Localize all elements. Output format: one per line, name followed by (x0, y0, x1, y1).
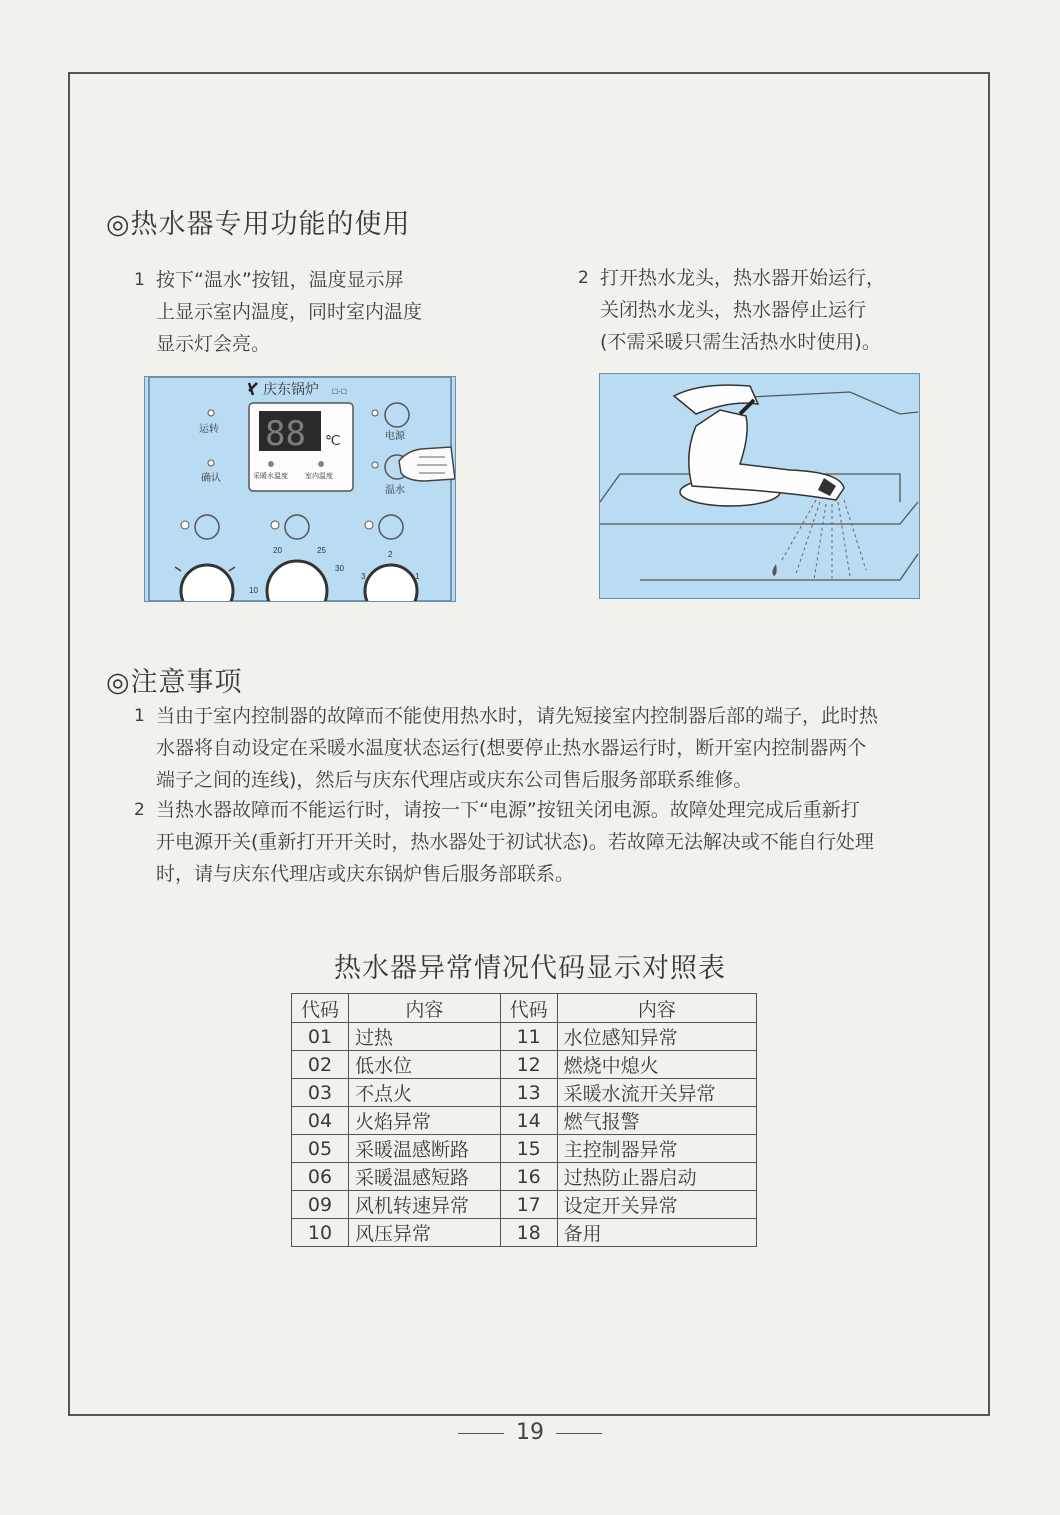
page-number (0, 1420, 1060, 1445)
error-description: 水位感知异常 (557, 1023, 756, 1051)
celsius-unit: ℃ (325, 432, 341, 448)
page-number-rule-right (556, 1433, 602, 1434)
error-code: 05 (292, 1135, 349, 1163)
table-row (292, 1191, 757, 1219)
error-description: 设定开关异常 (557, 1191, 756, 1219)
table-row (292, 1051, 757, 1079)
error-description: 燃气报警 (557, 1107, 756, 1135)
lcd-digits: 88 (265, 414, 306, 454)
instruction-2-line: 打开热水龙头，热水器开始运行， (600, 267, 886, 289)
mid-dial-button[interactable] (285, 515, 309, 539)
error-description: 采暖温感断路 (349, 1135, 501, 1163)
dial-tick: 25 (317, 546, 326, 555)
error-description: 过热防止器启动 (557, 1163, 756, 1191)
instruction-1-line: 上显示室内温度，同时室内温度 (156, 301, 423, 323)
note-1-number: 1 (134, 706, 145, 726)
error-description: 火焰异常 (349, 1107, 501, 1135)
error-code: 14 (500, 1107, 557, 1135)
section-title-notes: ◎注意事项 (106, 667, 243, 698)
faucet-drawing (600, 374, 919, 598)
right-dial-button[interactable] (379, 515, 403, 539)
error-code: 03 (292, 1079, 349, 1107)
error-code: 18 (500, 1219, 557, 1247)
brand-name: 庆东锅炉 (263, 381, 319, 397)
note-1-line: 端子之间的连线)，然后与庆东代理店或庆东公司售后服务部联系维修。 (156, 769, 753, 791)
error-description: 采暖水流开关异常 (557, 1079, 756, 1107)
mode-dial[interactable] (181, 565, 233, 601)
header-content: 内容 (557, 994, 756, 1023)
note-1 (134, 700, 954, 796)
knob-led-left-icon (181, 521, 189, 529)
power-button[interactable] (385, 403, 409, 427)
error-description: 低水位 (349, 1051, 501, 1079)
instruction-2-line: (不需采暖只需生活热水时使用)。 (600, 331, 881, 353)
power-led-icon (372, 410, 378, 416)
error-description: 风机转速异常 (349, 1191, 501, 1219)
page-number-rule-left (458, 1433, 504, 1434)
instruction-2 (578, 262, 918, 358)
error-code: 09 (292, 1191, 349, 1219)
error-description: 采暖温感短路 (349, 1163, 501, 1191)
error-description: 燃烧中熄火 (557, 1051, 756, 1079)
dial-tick: 10 (249, 586, 258, 595)
model-mark: ☐-☐ (332, 389, 347, 396)
heating-temp-label: 采暖水温度 (253, 473, 288, 480)
table-row (292, 1219, 757, 1247)
brand-logo-icon (249, 383, 257, 395)
instruction-1-number: 1 (134, 270, 145, 290)
indoor-temp-label: 室内温度 (305, 473, 333, 480)
error-description: 不点火 (349, 1079, 501, 1107)
error-description: 主控制器异常 (557, 1135, 756, 1163)
instruction-2-line: 关闭热水龙头，热水器停止运行 (600, 299, 867, 321)
confirm-label: 确认 (201, 473, 221, 484)
note-2 (134, 794, 954, 890)
error-code: 12 (500, 1051, 557, 1079)
knob-led-right-icon (365, 521, 373, 529)
control-panel-illustration (144, 376, 456, 602)
error-code: 17 (500, 1191, 557, 1219)
dial-tick: 30 (335, 564, 344, 573)
section-title-functions: ◎热水器专用功能的使用 (106, 209, 411, 240)
header-content: 内容 (349, 994, 501, 1023)
dial-tick: 20 (273, 546, 282, 555)
table-header-row (292, 994, 757, 1023)
note-2-line: 时，请与庆东代理店或庆东锅炉售后服务部联系。 (156, 863, 575, 885)
table-row (292, 1023, 757, 1051)
table-row (292, 1163, 757, 1191)
instruction-1 (134, 264, 464, 360)
confirm-led-icon (208, 460, 214, 466)
instruction-1-line: 按下“温水”按钮，温度显示屏 (156, 269, 404, 291)
header-code: 代码 (292, 994, 349, 1023)
error-code: 01 (292, 1023, 349, 1051)
left-dial-button[interactable] (195, 515, 219, 539)
error-description: 备用 (557, 1219, 756, 1247)
pointing-hand-icon (399, 447, 455, 481)
faucet-illustration (599, 373, 920, 599)
error-code: 10 (292, 1219, 349, 1247)
table-row (292, 1079, 757, 1107)
run-led-icon (208, 410, 214, 416)
error-code-table (291, 993, 757, 1247)
table-title: 热水器异常情况代码显示对照表 (334, 953, 726, 984)
knob-led-mid-icon (271, 521, 279, 529)
note-2-line: 开电源开关(重新打开开关时，热水器处于初试状态)。若故障无法解决或不能自行处理 (156, 831, 874, 853)
warm-water-led-icon (372, 462, 378, 468)
water-temp-dial[interactable] (365, 565, 417, 601)
error-code: 13 (500, 1079, 557, 1107)
table-row (292, 1135, 757, 1163)
heating-temp-led-icon (268, 461, 274, 467)
warm-water-label: 温水 (385, 485, 405, 496)
water-drop-icon (772, 564, 776, 576)
error-code: 02 (292, 1051, 349, 1079)
error-code: 04 (292, 1107, 349, 1135)
instruction-1-line: 显示灯会亮。 (156, 333, 271, 355)
note-2-line: 当热水器故障而不能运行时，请按一下“电源”按钮关闭电源。故障处理完成后重新打 (156, 799, 860, 821)
control-panel-drawing (145, 377, 455, 601)
power-label: 电源 (385, 431, 405, 442)
water-spray-icon (782, 500, 866, 582)
error-code: 15 (500, 1135, 557, 1163)
page-number-value: 19 (516, 1420, 544, 1445)
dial-tick: 1 (415, 572, 420, 581)
error-code: 16 (500, 1163, 557, 1191)
dial-tick: 3 (361, 572, 366, 581)
error-description: 过热 (349, 1023, 501, 1051)
note-1-line: 水器将自动设定在采暖水温度状态运行(想要停止热水器运行时，断开室内控制器两个 (156, 737, 867, 759)
note-2-number: 2 (134, 800, 145, 820)
dial-tick: 2 (388, 550, 393, 559)
error-description: 风压异常 (349, 1219, 501, 1247)
table-row (292, 1107, 757, 1135)
error-code: 06 (292, 1163, 349, 1191)
heating-temp-dial[interactable] (267, 561, 327, 601)
note-1-line: 当由于室内控制器的故障而不能使用热水时，请先短接室内控制器后部的端子，此时热 (156, 705, 879, 727)
error-code: 11 (500, 1023, 557, 1051)
indoor-temp-led-icon (318, 461, 324, 467)
header-code: 代码 (500, 994, 557, 1023)
instruction-2-number: 2 (578, 268, 589, 288)
run-label: 运转 (199, 424, 219, 435)
